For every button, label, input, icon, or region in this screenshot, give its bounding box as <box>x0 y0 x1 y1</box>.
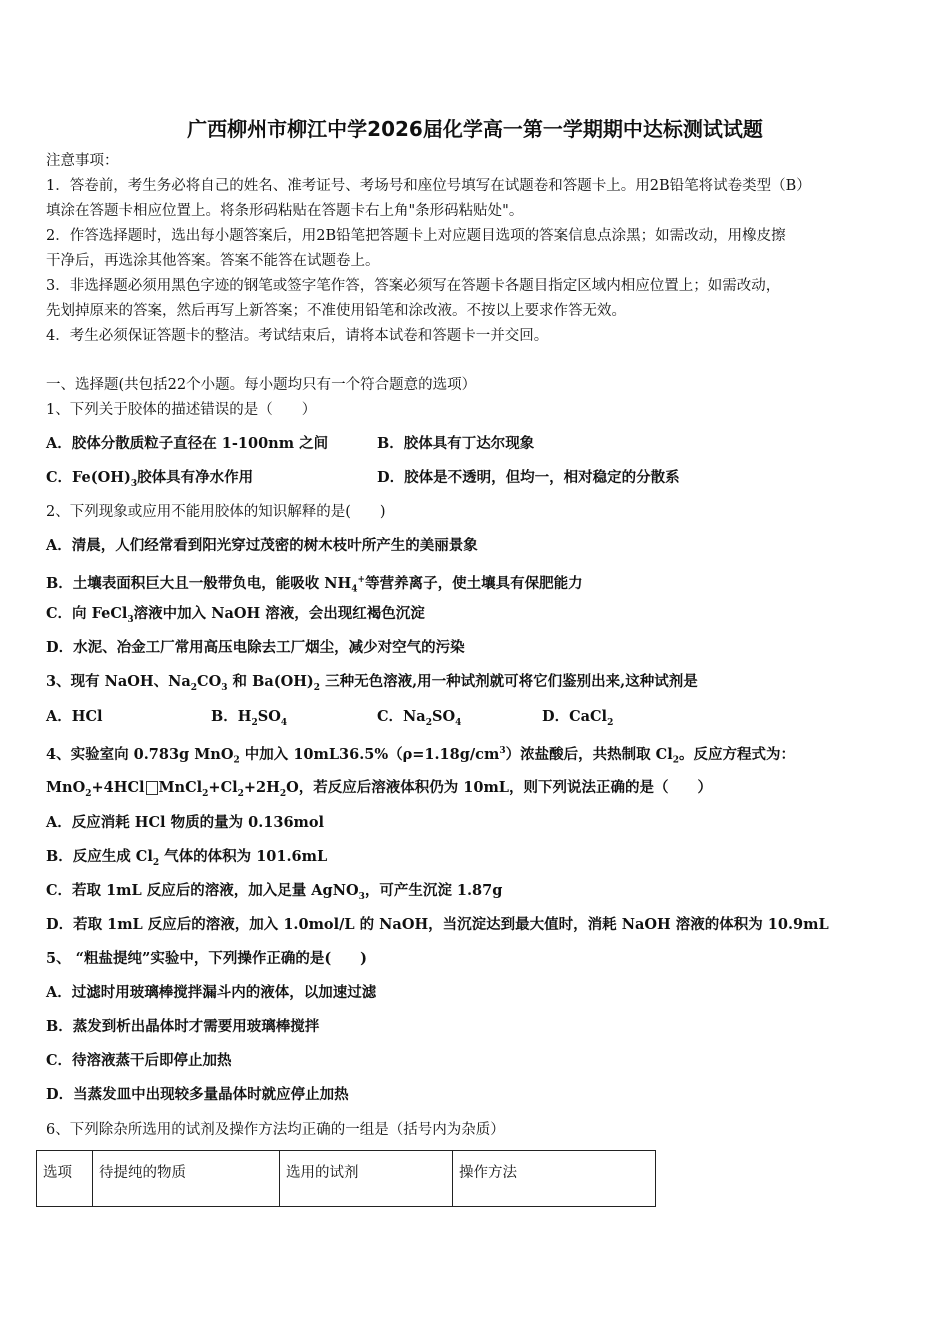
q3-option-c: C．$Na_2SO_4$ <box>377 708 462 728</box>
table-header-cell: 操作方法 <box>453 1151 656 1207</box>
q1-option-d: D．胶体是不透明，但均一，相对稳定的分散系 <box>377 469 680 486</box>
q3-option-b: B．$H_2SO_4$ <box>211 708 288 728</box>
notice-line: 4．考生必须保证答题卡的整洁。考试结束后，请将本试卷和答题卡一并交回。 <box>46 328 549 344</box>
question-4-equation: MnO$_2$+4HCl $MnCl_2+Cl_2+2H_2O$，若反应后溶液体积仍为 10mL，则下列说法正确的是（ ） <box>46 779 713 799</box>
table-header-row <box>37 1151 656 1207</box>
heat-arrow-icon <box>146 781 158 795</box>
q1-option-a: A．胶体分散质粒子直径在 1-100nm 之间 <box>46 435 329 452</box>
notice-line: 1．答卷前，考生务必将自己的姓名、准考证号、考场号和座位号填写在试题卷和答题卡上。用2B铅笔将试卷类型（B） <box>46 178 811 194</box>
section-heading: 一、选择题(共包括22个小题。每小题均只有一个符合题意的选项） <box>46 377 477 393</box>
table-header-cell: 选用的试剂 <box>280 1151 453 1207</box>
question-2-stem: 2、下列现象或应用不能用胶体的知识解释的是( ) <box>46 504 386 520</box>
q1-option-b: B．胶体具有丁达尔现象 <box>377 435 535 452</box>
q2-option-b: B．土壤表面积巨大且一般带负电，能吸收 $NH_4^+$等营养离子，使土壤具有保肥能力 <box>46 574 583 595</box>
question-1-stem: 1、下列关于胶体的描述错误的是（ ） <box>46 402 317 418</box>
q4-option-c: C．若取 1mL 反应后的溶液，加入足量 AgNO$_3$，可产生沉淀 1.87g <box>46 882 503 902</box>
question-5-stem: 5、 “粗盐提纯”实验中，下列操作正确的是( ) <box>46 950 368 967</box>
q5-option-a: A．过滤时用玻璃棒搅拌漏斗内的液体，以加速过滤 <box>46 984 377 1001</box>
q4-option-d: D．若取 1mL 反应后的溶液，加入 1.0mol/L 的 NaOH，当沉淀达到最大值时，消耗 NaOH 溶液的体积为 10.9mL <box>46 916 829 933</box>
notice-line: 填涂在答题卡相应位置上。将条形码粘贴在答题卡右上角"条形码粘贴处"。 <box>46 203 524 219</box>
q2-option-d: D．水泥、冶金工厂常用高压电除去工厂烟尘，减少对空气的污染 <box>46 639 465 656</box>
page-title: 广西柳州市柳江中学2026届化学高一第一学期期中达标测试试题 <box>187 117 763 141</box>
q4-option-b: B．反应生成 $Cl_2$ 气体的体积为 101.6mL <box>46 848 328 868</box>
q5-option-c: C．待溶液蒸干后即停止加热 <box>46 1052 232 1069</box>
question-6-stem: 6、下列除杂所选用的试剂及操作方法均正确的一组是（括号内为杂质） <box>46 1122 505 1138</box>
q4-option-a: A．反应消耗 HCl 物质的量为 0.136mol <box>46 814 325 831</box>
notice-line: 3．非选择题必须用黑色字迹的钢笔或签字笔作答，答案必须写在答题卡各题目指定区域内相应位置上；如需改动， <box>46 278 781 294</box>
q1-option-c: C．$Fe(OH)_3$胶体具有净水作用 <box>46 469 254 489</box>
q2-option-a: A．清晨，人们经常看到阳光穿过茂密的树木枝叶所产生的美丽景象 <box>46 537 478 554</box>
notice-line: 干净后，再选涂其他答案。答案不能答在试题卷上。 <box>46 253 380 269</box>
table-header-cell: 选项 <box>37 1151 93 1207</box>
q2-option-c: C．向 FeCl$_3$溶液中加入 NaOH 溶液，会出现红褐色沉淀 <box>46 605 425 625</box>
question-4-stem: 4、实验室向 0.783g MnO$_2$ 中加入 $10mL36.5\%(\rho=1.18g/cm^3)$浓盐酸后，共热制取 $Cl_2$。反应方程式为： <box>46 745 795 766</box>
table-header-cell: 待提纯的物质 <box>93 1151 280 1207</box>
q5-option-d: D．当蒸发皿中出现较多量晶体时就应停止加热 <box>46 1086 349 1103</box>
notice-line: 先划掉原来的答案，然后再写上新答案；不准使用铅笔和涂改液。不按以上要求作答无效。 <box>46 303 626 319</box>
question-3-stem: 3、现有 NaOH、$Na_2CO_3$ 和 $Ba(OH)_2$ 三种无色溶液,用一种试剂就可将它们鉴别出来,这种试剂是 <box>46 673 698 693</box>
notice-line: 2．作答选择题时，选出每小题答案后，用2B铅笔把答题卡上对应题目选项的答案信息点涂黑；如需改动，用橡皮擦 <box>46 228 786 244</box>
q6-table <box>36 1150 656 1207</box>
q5-option-b: B．蒸发到析出晶体时才需要用玻璃棒搅拌 <box>46 1018 320 1035</box>
q3-option-a: A．HCl <box>46 708 103 725</box>
q3-option-d: D．CaCl$_2$ <box>542 708 614 728</box>
notice-heading: 注意事项： <box>46 153 119 169</box>
